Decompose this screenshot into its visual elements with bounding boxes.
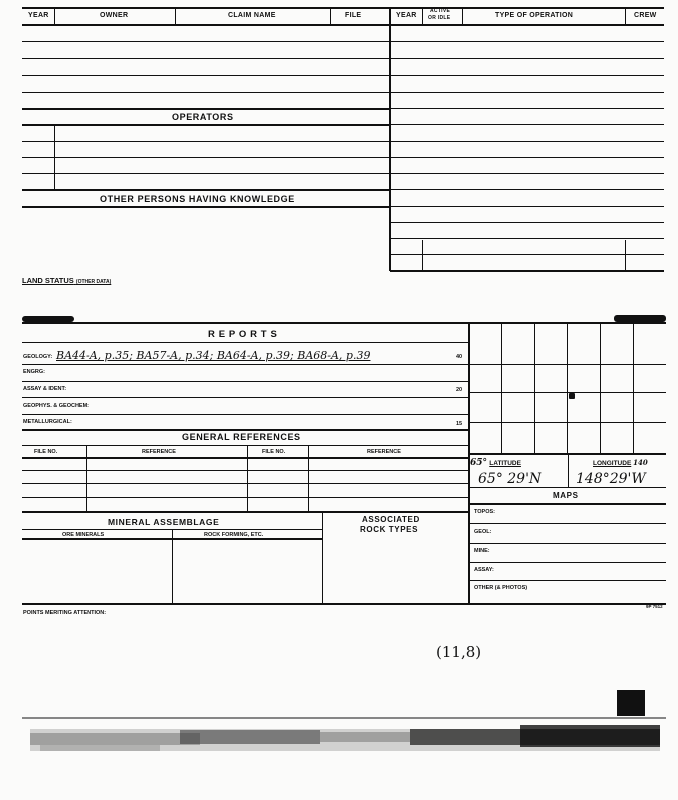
gen-ref-reference-header-2: REFERENCE — [367, 449, 401, 455]
land-status-label: LAND STATUS (OTHER DATA) — [22, 276, 112, 285]
reports-title: R E P O R T S — [208, 329, 278, 340]
claims-claim-name-header: CLAIM NAME — [228, 12, 276, 19]
ops-active-header-1: ACTIVE — [430, 8, 451, 14]
report-geology-handwritten: BA44-A, p.35; BA57-A, p.34; BA64-A, p.39; BA68-A, p.39 — [56, 349, 371, 362]
points-meriting-attention: POINTS MERITING ATTENTION: — [23, 610, 107, 616]
maps-row-other: OTHER (& PHOTOS) — [474, 585, 528, 591]
scan-smudge-strip — [0, 715, 678, 765]
general-references-title: GENERAL REFERENCES — [182, 432, 301, 442]
ops-year-header: YEAR — [396, 12, 417, 19]
other-persons-title: OTHER PERSONS HAVING KNOWLEDGE — [100, 194, 295, 204]
ops-active-header-2: OR IDLE — [428, 15, 451, 21]
corner-block — [617, 690, 645, 716]
rock-forming-header: ROCK FORMING, ETC. — [204, 532, 264, 538]
ops-crew-header: CREW — [634, 12, 657, 19]
gen-ref-file-no-header-1: FILE NO. — [34, 449, 58, 455]
report-code-assay: 20 — [456, 387, 463, 393]
latitude-label: 65° LATITUDE — [470, 458, 521, 468]
maps-row-mine: MINE: — [474, 548, 490, 554]
latitude-value: 65° 29'N — [478, 471, 542, 487]
longitude-value: 148°29'W — [576, 471, 646, 487]
report-label-metallurgical: METALLURGICAL: — [23, 419, 72, 425]
report-label-geology: GEOLOGY: — [23, 354, 53, 360]
maps-title: MAPS — [553, 491, 579, 500]
claims-owner-header: OWNER — [100, 12, 129, 19]
gen-ref-reference-header-1: REFERENCE — [142, 449, 176, 455]
associated-rock-types-2: ROCK TYPES — [360, 525, 419, 534]
gen-ref-file-no-header-2: FILE NO. — [262, 449, 286, 455]
ops-type-header: TYPE OF OPERATION — [495, 12, 574, 19]
ore-minerals-header: ORE MINERALS — [62, 532, 105, 538]
page-note: (11,8) — [436, 643, 482, 661]
longitude-label: LONGITUDE 140 — [593, 458, 648, 467]
claims-year-header: YEAR — [28, 12, 49, 19]
divider-smudge-right — [614, 315, 666, 322]
maps-row-topos: TOPOS: — [474, 509, 495, 515]
report-label-assay: ASSAY & IDENT: — [23, 386, 67, 392]
location-dot-icon — [569, 393, 575, 399]
claims-file-header: FILE — [345, 12, 362, 19]
report-code-geology: 40 — [456, 354, 463, 360]
report-label-engrg: ENGRG: — [23, 369, 45, 375]
mineral-assemblage-title: MINERAL ASSEMBLAGE — [108, 517, 220, 527]
associated-rock-types-1: ASSOCIATED — [362, 515, 420, 524]
maps-row-assay: ASSAY: — [474, 567, 494, 573]
maps-row-geol: GEOL: — [474, 529, 492, 535]
form-number: 9P 7512 — [646, 604, 663, 609]
report-label-geophys: GEOPHYS. & GEOCHEM: — [23, 403, 90, 409]
operators-title: OPERATORS — [172, 112, 234, 122]
report-code-metallurgical: 15 — [456, 421, 463, 427]
